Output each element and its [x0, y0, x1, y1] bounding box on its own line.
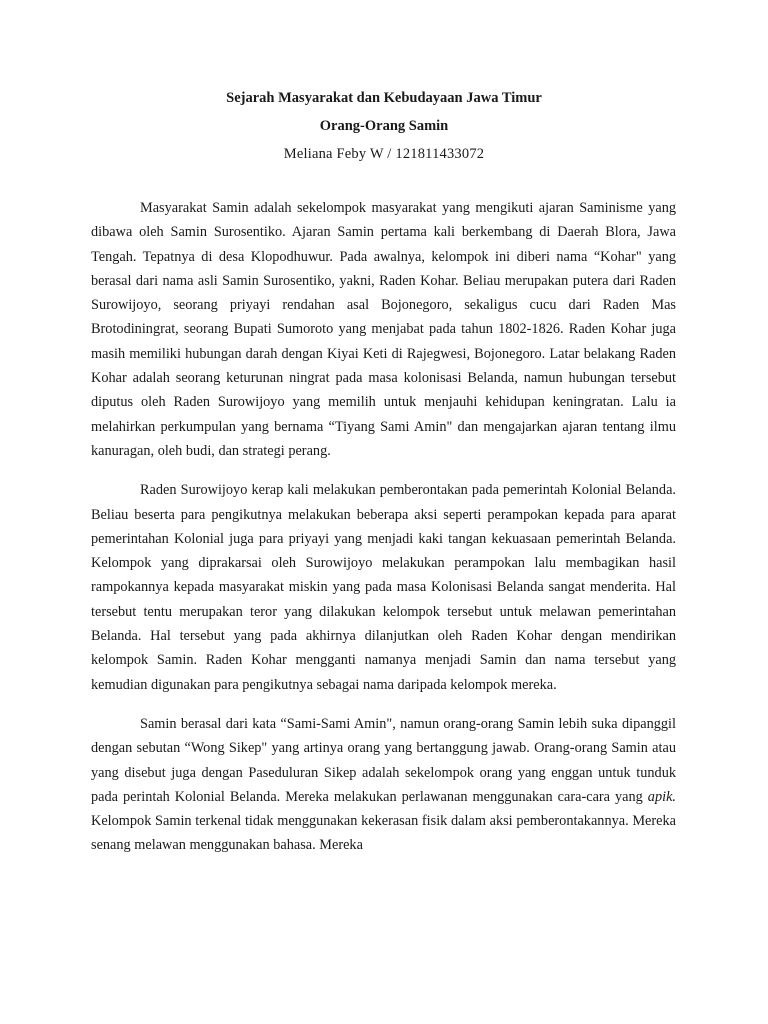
- document-title: Sejarah Masyarakat dan Kebudayaan Jawa Timur: [226, 90, 542, 106]
- document-subtitle: Orang-Orang Samin: [319, 118, 449, 134]
- paragraph-3-part-2: Kelompok Samin terkenal tidak menggunakan kekerasan fisik dalam aksi pemberontakannya. Mereka senang melawan menggunakan bahasa. Mereka: [91, 813, 676, 854]
- paragraph-3-part-1: Samin berasal dari kata “Sami-Sami Amin", namun orang-orang Samin lebih suka dipanggil dengan sebutan “Wong Sikep" yang artinya orang yang bertanggung jawab. Orang-orang Samin atau yang disebut juga dengan Paseduluran Sikep adalah sekelompok orang yang enggan untuk tunduk pada perintah Kolonial Belanda. Mereka melakukan perlawanan menggunakan cara-cara yang: [91, 715, 676, 805]
- paragraph-2: Raden Surowijoyo kerap kali melakukan pemberontakan pada pemerintah Kolonial Belanda. Beliau beserta para pengikutnya melakukan beberapa aksi seperti perampokan kepada para aparat pemerintahan Kolonial juga para priyayi yang menjadi kaki tangan kekuasaan pemerintah Belanda. Kelompok yang diprakarsai oleh Surowijoyo melakukan perampokan lalu membagikan hasil rampokannya kepada masyarakat miskin yang pada masa Kolonisasi Belanda sangat menderita. Hal tersebut tentu merupakan teror yang dilakukan kelompok tersebut untuk melawan pemerintahan Belanda. Hal tersebut yang pada akhirnya dilanjutkan oleh Raden Kohar dengan mendirikan kelompok Samin. Raden Kohar mengganti namanya menjadi Samin dan nama tersebut yang kemudian digunakan para pengikutnya sebagai nama daripada kelompok mereka.: [91, 482, 676, 693]
- document-body: [91, 196, 676, 873]
- paragraph-3-italic: apik.: [647, 788, 676, 805]
- author-line: Meliana Feby W / 121811433072: [283, 146, 485, 162]
- document-header: [0, 86, 768, 166]
- paragraph-3: [91, 712, 676, 858]
- paragraph-1: Masyarakat Samin adalah sekelompok masyarakat yang mengikuti ajaran Saminisme yang dibawa oleh Samin Surosentiko. Ajaran Samin pertama kali berkembang di Daerah Blora, Jawa Tengah. Tepatnya di desa Klopodhuwur. Pada awalnya, kelompok ini diberi nama “Kohar" yang berasal dari nama asli Samin Surosentiko, yakni, Raden Kohar. Beliau merupakan putera dari Raden Surowijoyo, seorang priyayi rendahan asal Bojonegoro, sekaligus cucu dari Raden Mas Brotodiningrat, seorang Bupati Sumoroto yang menjabat pada tahun 1802-1826. Raden Kohar juga masih memiliki hubungan darah dengan Kiyai Keti di Rajegwesi, Bojonegoro. Latar belakang Raden Kohar adalah seorang keturunan ningrat pada masa kolonisasi Belanda, namun hubungan tersebut diputus oleh Raden Surowijoyo yang memilih untuk menjauhi kehidupan keningratan. Lalu ia melahirkan perkumpulan yang bernama “Tiyang Sami Amin" dan mengajarkan ajaran tentang ilmu kanuragan, oleh budi, dan strategi perang.: [91, 200, 676, 459]
